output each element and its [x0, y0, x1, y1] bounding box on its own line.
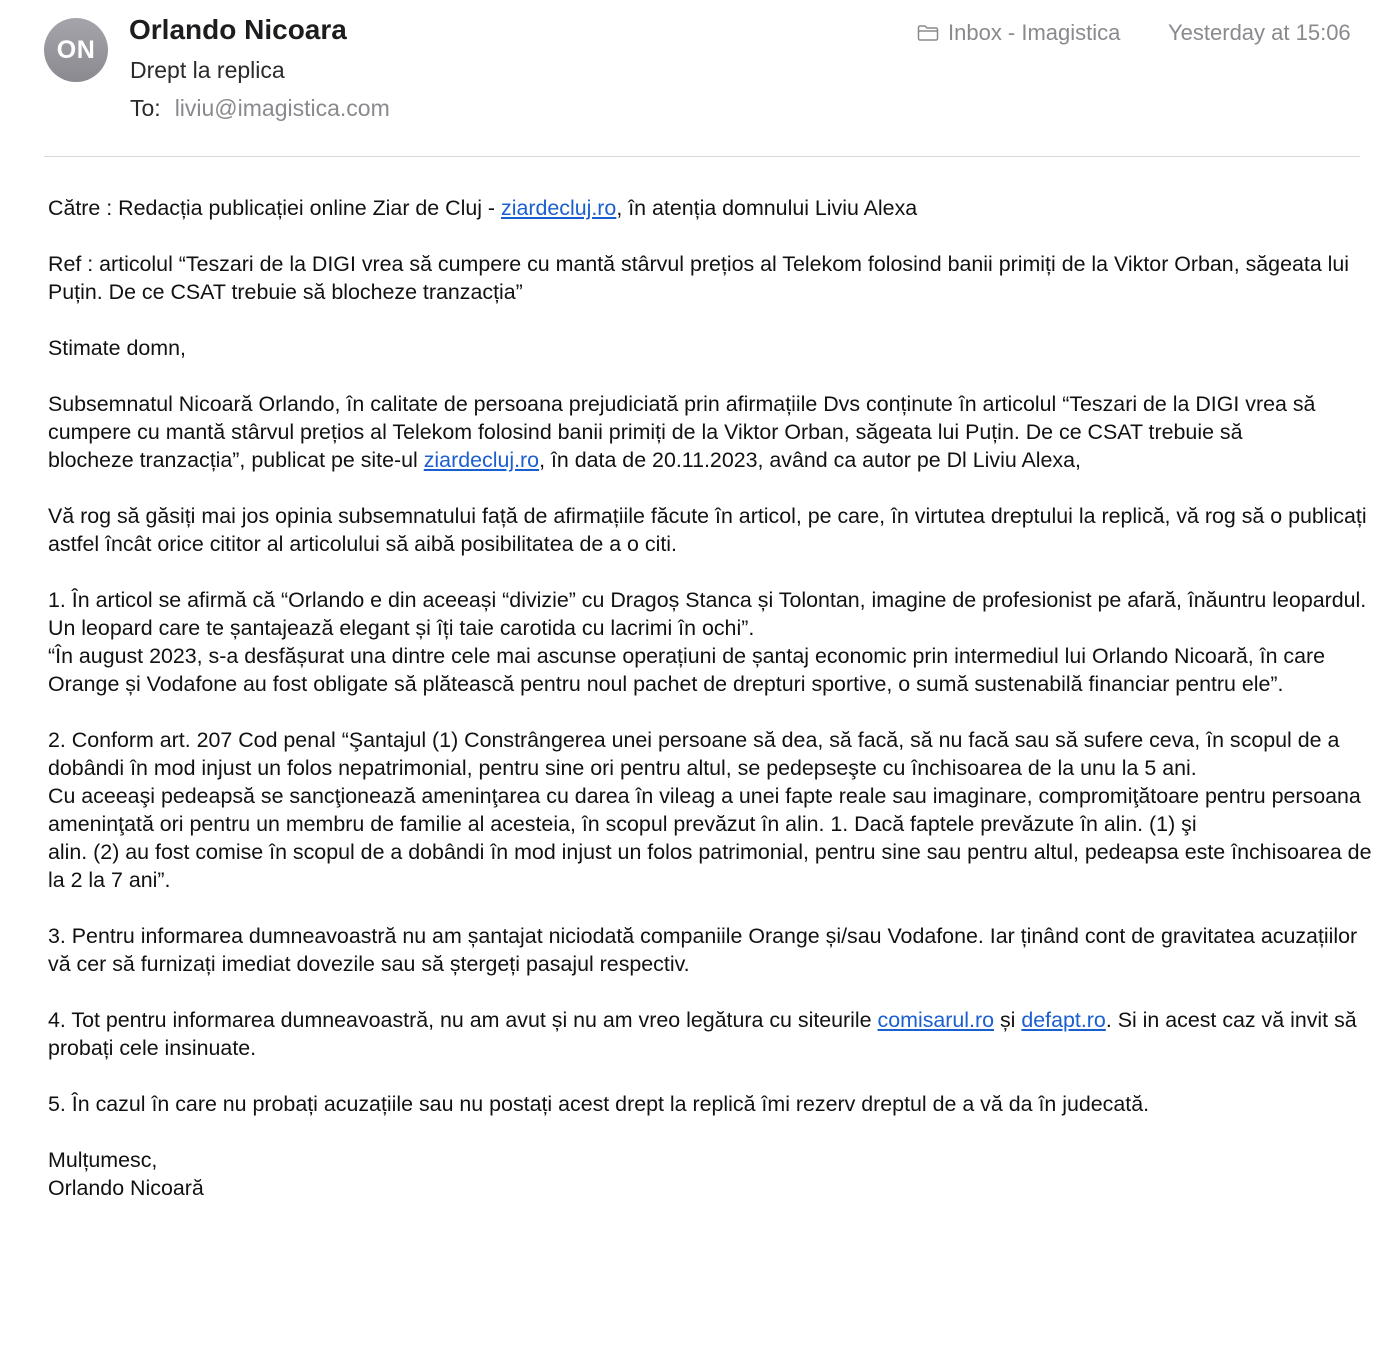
message-body — [48, 194, 1378, 1230]
sender-name[interactable]: Orlando Nicoara — [129, 14, 347, 45]
link-ziardecluj-2[interactable]: ziardecluj.ro — [423, 448, 540, 472]
body-point-1: 1. În articol se afirmă că “Orlando e din aceeași “divizie” cu Dragoș Stanca și Tolontan, imagine de profesionist pe afară, înăuntru leopardul. Un leopard care te șantajează elegant și îți taie carotida cu lacrimi în ochi”. “În august 2023, s-a desfășurat una dintre cele mai ascunse operațiuni de șantaj economic prin intermediul lui Orlando Nicoară, în care Orange și Vodafone au fost obligate să plătească pentru noul pachet de drepturi sportive, o sumă sustenabilă financiar pentru ele”. — [48, 588, 1367, 696]
sender-avatar: ON — [44, 18, 108, 82]
body-reference: Ref : articolul “Teszari de la DIGI vrea să cumpere cu mantă stârvul prețios al Telekom folosind banii primiți de la Viktor Orban, săgeata lui Puțin. De ce CSAT trebuie să blocheze tranzacția” — [48, 252, 1350, 304]
body-paragraph-request: Vă rog să găsiți mai jos opinia subsemnatului față de afirmațiile făcute în articol, pe care, în virtutea dreptului la replică, vă rog să o publicați astfel încât orice cititor al articolului să aibă posibilitatea de a o citi. — [48, 504, 1367, 556]
body-point-3: 3. Pentru informarea dumneavoastră nu am șantajat niciodată companiile Orange și/sau Vodafone. Iar ținând cont de gravitatea acuzațiilor vă cer să furnizați imediat dovezile sau să ștergeți pasajul respectiv. — [48, 924, 1358, 976]
header-divider — [44, 156, 1360, 157]
body-salutation: Stimate domn, — [48, 336, 186, 360]
body-signoff — [48, 1146, 1378, 1202]
to-label: To: — [130, 95, 161, 121]
recipient-address[interactable]: liviu@imagistica.com — [174, 95, 390, 121]
recipient-row — [130, 95, 390, 122]
link-ziardecluj[interactable]: ziardecluj.ro — [501, 196, 617, 220]
closing-line: Mulțumesc, — [48, 1148, 158, 1172]
message-header — [0, 0, 1392, 158]
body-point-2: 2. Conform art. 207 Cod penal “Şantajul (1) Constrângerea unei persoane să dea, să facă, să nu facă sau să sufere ceva, în scopul de a dobândi în mod injust un folos nepatrimonial, pentru sine ori pentru altul, se pedepseşte cu închisoarea de la unu la 5 ani. Cu aceeaşi pedeapsă se sancţionează ameninţarea cu darea în vileag a unei fapte reale sau imaginare, compromiţătoare pentru persoana ameninţată ori pentru un membru de familie al acesteia, în scopul prevăzut în alin. 1. Dacă faptele prevăzute în alin. (1) şi alin. (2) au fost comise în scopul de a dobândi în mod injust un folos patrimonial, pentru sine sau pentru altul, pedeapsa este închisoarea de la 2 la 7 ani”. — [48, 728, 1372, 892]
mailbox-name: Inbox - Imagistica — [948, 20, 1121, 45]
link-comisarul[interactable]: comisarul.ro — [877, 1008, 995, 1032]
mailbox-location[interactable] — [917, 20, 1120, 46]
body-point-4: 4. Tot pentru informarea dumneavoastră, nu am avut și nu am vreo legătura cu siteurile comisarul.ro și defapt.ro. Si in acest caz vă invit să probați cele insinuate. — [48, 1008, 1357, 1060]
body-paragraph-intro: Subsemnatul Nicoară Orlando, în calitate de persoana prejudiciată prin afirmațiile Dvs conținute în articolul “Teszari de la DIGI vrea să cumpere cu mantă stârvul prețios al Telekom folosind banii primiți de la Viktor Orban, săgeata lui Puțin. De ce CSAT trebuie să blocheze tranzacția”, publicat pe site-ul ziardecluj.ro, în data de 20.11.2023, având ca autor pe Dl Liviu Alexa, — [48, 392, 1316, 472]
body-addressee: Către : Redacția publicației online Ziar de Cluj - ziardecluj.ro, în atenția domnului Liviu Alexa — [48, 196, 918, 220]
folder-icon — [917, 24, 939, 42]
link-defapt[interactable]: defapt.ro — [1021, 1008, 1106, 1032]
message-subject: Drept la replica — [130, 57, 285, 83]
body-point-5: 5. În cazul în care nu probați acuzațiile sau nu postați acest drept la replică îmi rezerv dreptul de a vă da în judecată. — [48, 1092, 1150, 1116]
message-date: Yesterday at 15:06 — [1168, 20, 1351, 45]
signature: Orlando Nicoară — [48, 1176, 204, 1200]
